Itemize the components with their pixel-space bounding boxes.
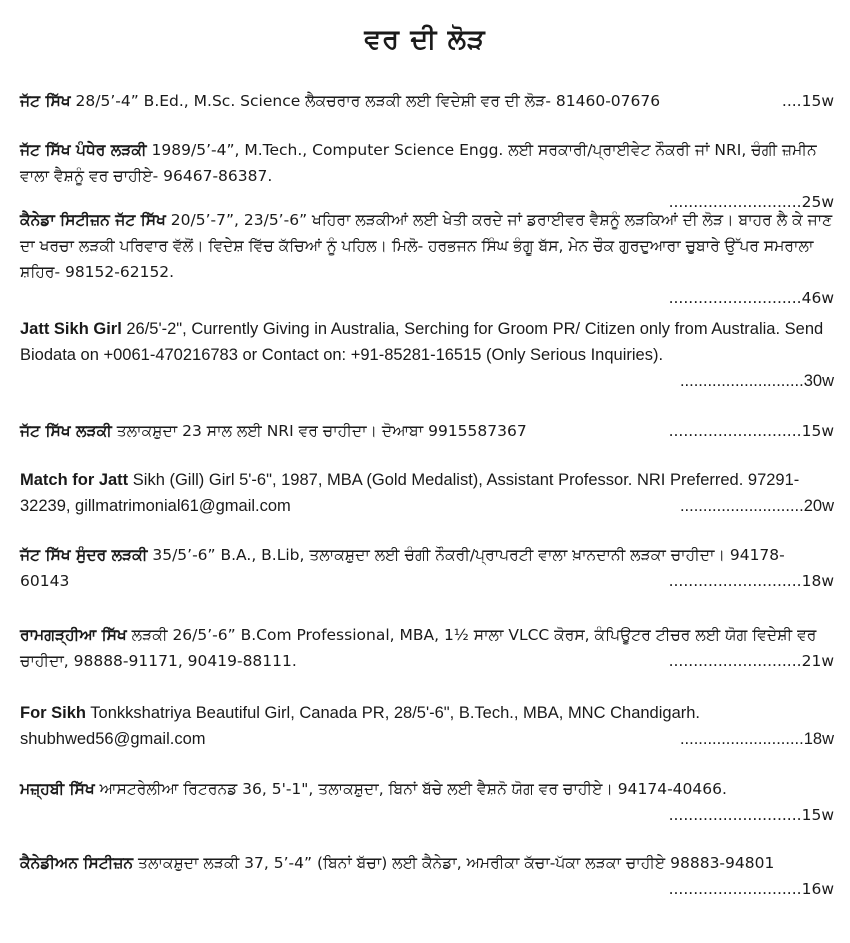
classified-ad bbox=[20, 418, 834, 444]
classified-ad bbox=[20, 88, 834, 114]
ad-heading: ਕੈਨੇਡਾ ਸਿਟੀਜ਼ਨ ਜੱਟ ਸਿੱਖ bbox=[20, 211, 166, 229]
ad-price: ....15w bbox=[781, 92, 834, 110]
ad-text: Tonkkshatriya Beautiful Girl, Canada PR, 28/5'-6", B.Tech., MBA, MNC Chandigarh. shubhwed56@gmail.com bbox=[20, 704, 700, 748]
ad-heading: ਰਾਮਗੜ੍ਹੀਆ ਸਿੱਖ bbox=[20, 626, 127, 644]
ad-heading: ਜੱਟ ਸਿੱਖ ਲੜਕੀ bbox=[20, 422, 112, 440]
ad-price: ...........................15w bbox=[668, 422, 834, 440]
classified-ad bbox=[20, 316, 834, 394]
classified-ad bbox=[20, 137, 834, 215]
ad-text: 20/5’-7”, 23/5’-6” ਖਹਿਰਾ ਲੜਕੀਆਂ ਲਈ ਖੇਤੀ ਕਰਦੇ ਜਾਂ ਡਰਾਈਵਰ ਵੈਸ਼ਨੂੰ ਲੜਕਿਆਂ ਦੀ ਲੋੜ। ਬਾਹਰ ਲੈ ਕੇ ਜਾਣ ਦਾ ਖਰਚਾ ਲੜਕੀ ਪਰਿਵਾਰ ਵੱਲੋਂ। ਵਿਦੇਸ਼ ਵਿੱਚ ਕੱਚਿਆਂ ਨੂੰ ਪਹਿਲ। ਮਿਲੋ- ਹਰਭਜਨ ਸਿੰਘ ਭੰਗੂ ਬੱਸ, ਮੇਨ ਚੌਕ ਗੁਰਦੁਆਰਾ ਚੁਬਾਰੇ ਉੱਪਰ ਸਮਰਾਲਾ ਸ਼ਹਿਰ- 98152-62152. bbox=[20, 211, 833, 281]
ad-heading: ਜੱਟ ਸਿੱਖ ਪੰਧੇਰ ਲੜਕੀ bbox=[20, 141, 147, 159]
classified-ad bbox=[20, 207, 834, 311]
ad-text: 26/5'-2", Currently Giving in Australia, Serching for Groom PR/ Citizen only from Australia. Send Biodata on +0061-470216783 or Contact on: +91-85281-16515 (Only Serious Inquiries). bbox=[20, 320, 824, 364]
ad-price: ...........................18w bbox=[679, 730, 834, 748]
page-title: ਵਰ ਦੀ ਲੋੜ bbox=[364, 24, 486, 55]
ad-price: ...........................20w bbox=[679, 497, 834, 515]
ad-price: ...........................15w bbox=[668, 806, 834, 824]
ad-text: 35/5’-6” B.A., B.Lib, ਤਲਾਕਸ਼ੁਦਾ ਲਈ ਚੰਗੀ ਨੌਕਰੀ/ਪ੍ਰਾਪਰਟੀ ਵਾਲਾ ਖ਼ਾਨਦਾਨੀ ਲੜਕਾ ਚਾਹੀਦਾ। 94178-60143 bbox=[20, 546, 785, 590]
ad-price: ...........................21w bbox=[668, 652, 834, 670]
ad-text: ਤਲਾਕਸ਼ੁਦਾ ਲੜਕੀ 37, 5’-4” (ਬਿਨਾਂ ਬੱਚਾ) ਲਈ ਕੈਨੇਡਾ, ਅਮਰੀਕਾ ਕੱਚਾ-ਪੱਕਾ ਲੜਕਾ ਚਾਹੀਏ 98883-94801 bbox=[133, 854, 775, 872]
ad-text: Sikh (Gill) Girl 5'-6", 1987, MBA (Gold Medalist), Assistant Professor. NRI Preferred. 97291-32239, gillmatrimonial61@gmail.com bbox=[20, 471, 800, 515]
ad-price: ...........................46w bbox=[668, 289, 834, 307]
ad-text: 1989/5’-4”, M.Tech., Computer Science Engg. ਲਈ ਸਰਕਾਰੀ/ਪ੍ਰਾਈਵੇਟ ਨੌਕਰੀ ਜਾਂ NRI, ਚੰਗੀ ਜ਼ਮੀਨ ਵਾਲਾ ਵੈਸ਼ਨੂੰ ਵਰ ਚਾਹੀਏ- 96467-86387. bbox=[20, 141, 817, 185]
classified-ad bbox=[20, 622, 834, 674]
ad-heading: Jatt Sikh Girl bbox=[20, 320, 122, 338]
ad-price: ...........................30w bbox=[679, 372, 834, 390]
ad-heading: ਜੱਟ ਸਿੱਖ bbox=[20, 92, 71, 110]
ad-price: ...........................16w bbox=[668, 880, 834, 898]
ad-heading: ਮਜ਼੍ਹਬੀ ਸਿੱਖ bbox=[20, 780, 95, 798]
classified-ad bbox=[20, 467, 834, 519]
ad-heading: ਜੱਟ ਸਿੱਖ ਸੁੰਦਰ ਲੜਕੀ bbox=[20, 546, 148, 564]
ad-text: ਤਲਾਕਸ਼ੁਦਾ 23 ਸਾਲ ਲਈ NRI ਵਰ ਚਾਹੀਦਾ। ਦੋਆਬਾ 9915587367 bbox=[111, 422, 527, 440]
ad-heading: For Sikh bbox=[20, 704, 87, 722]
classified-ad bbox=[20, 542, 834, 594]
ad-price: ...........................25w bbox=[668, 193, 834, 211]
ad-text: ਲੜਕੀ 26/5’-6” B.Com Professional, MBA, 1½ ਸਾਲਾ VLCC ਕੋਰਸ, ਕੰਪਿਊਟਰ ਟੀਚਰ ਲਈ ਯੋਗ ਵਿਦੇਸ਼ੀ ਵਰ ਚਾਹੀਦਾ, 98888-91171, 90419-88111. bbox=[20, 626, 817, 670]
classified-ad bbox=[20, 850, 834, 902]
ad-heading: Match for Jatt bbox=[20, 471, 129, 489]
ad-heading: ਕੈਨੇਡੀਅਨ ਸਿਟੀਜ਼ਨ bbox=[20, 854, 134, 872]
ad-text: ਆਸਟਰੇਲੀਆ ਰਿਟਰਨਡ 36, 5'-1", ਤਲਾਕਸ਼ੁਦਾ, ਬਿਨਾਂ ਬੱਚੇ ਲਈ ਵੈਸ਼ਨੋ ਯੋਗ ਵਰ ਚਾਹੀਏ। 94174-40466. bbox=[94, 780, 727, 798]
ad-price: ...........................18w bbox=[668, 572, 834, 590]
classified-ad bbox=[20, 776, 834, 828]
classified-ad bbox=[20, 700, 834, 752]
ad-text: 28/5’-4” B.Ed., M.Sc. Science ਲੈਕਚਰਾਰ ਲੜਕੀ ਲਈ ਵਿਦੇਸ਼ੀ ਵਰ ਦੀ ਲੋੜ- 81460-07676 bbox=[70, 92, 661, 110]
